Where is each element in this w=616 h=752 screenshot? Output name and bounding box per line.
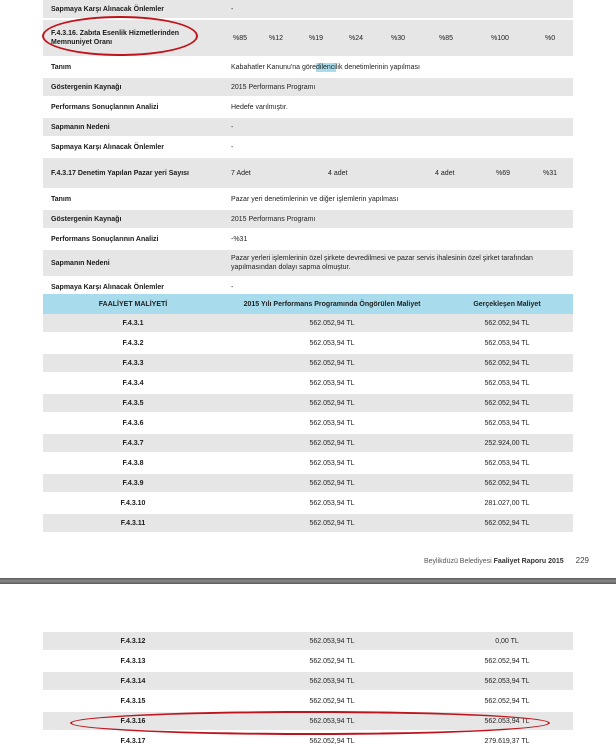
row-value: - bbox=[231, 143, 234, 151]
row-label: Sapmaya Karşı Alınacak Önlemler bbox=[51, 283, 164, 291]
planned-cost: 562.053,94 TL bbox=[309, 677, 355, 685]
table-row bbox=[43, 314, 573, 332]
deviation-reason-line1: Pazar yerleri işlemlerinin özel şirkete devredilmesi ve pazar servis ihalesinin özel şirket tarafından bbox=[231, 255, 533, 262]
table-row bbox=[43, 474, 573, 492]
row-value bbox=[231, 58, 420, 76]
activity-cost-table bbox=[43, 294, 573, 534]
table-row bbox=[43, 138, 573, 156]
activity-code: F.4.3.11 bbox=[120, 519, 146, 527]
activity-code: F.4.3.12 bbox=[120, 637, 146, 645]
planned-cost: 562.052,94 TL bbox=[309, 657, 355, 665]
indicator-value: 7 Adet bbox=[231, 169, 251, 177]
planned-cost: 562.053,94 TL bbox=[309, 379, 355, 387]
indicator-value: %12 bbox=[269, 34, 284, 42]
row-value: - bbox=[231, 123, 234, 131]
table-row bbox=[43, 494, 573, 512]
indicator-name bbox=[51, 20, 179, 56]
planned-cost: 562.052,94 TL bbox=[309, 439, 355, 447]
table-row bbox=[43, 118, 573, 136]
table-row bbox=[43, 98, 573, 116]
activity-code: F.4.3.10 bbox=[120, 499, 146, 507]
actual-cost: 562.053,94 TL bbox=[484, 419, 530, 427]
table-row bbox=[43, 632, 573, 650]
planned-cost: 562.053,94 TL bbox=[309, 459, 355, 467]
row-value: -%31 bbox=[231, 235, 248, 243]
indicator-value: %24 bbox=[349, 34, 364, 42]
planned-cost: 562.053,94 TL bbox=[309, 499, 355, 507]
row-value bbox=[231, 250, 533, 276]
actual-cost: 562.053,94 TL bbox=[484, 459, 530, 467]
table-row bbox=[43, 514, 573, 532]
row-value: Pazar yeri denetimlerinin ve diğer işlemlerin yapılması bbox=[231, 195, 399, 203]
activity-code: F.4.3.14 bbox=[120, 677, 146, 685]
table-row bbox=[43, 250, 573, 276]
indicator-row-f4317 bbox=[43, 158, 573, 188]
actual-cost: 562.052,94 TL bbox=[484, 657, 530, 665]
page-footer bbox=[424, 556, 589, 565]
indicator-value: %19 bbox=[309, 34, 324, 42]
activity-code: F.4.3.17 bbox=[120, 737, 146, 745]
indicator-name: F.4.3.17 Denetim Yapılan Pazar yeri Sayısı bbox=[51, 169, 190, 177]
table-row bbox=[43, 434, 573, 452]
activity-code: F.4.3.1 bbox=[122, 319, 144, 327]
row-label: Tanım bbox=[51, 63, 72, 71]
indicator-value: %69 bbox=[496, 169, 511, 177]
actual-cost: 0,00 TL bbox=[495, 637, 519, 645]
indicator-value: %30 bbox=[391, 34, 406, 42]
table-row bbox=[43, 394, 573, 412]
definition-text: Kabahatler Kanunu'na göre bbox=[231, 63, 317, 71]
planned-cost: 562.052,94 TL bbox=[309, 359, 355, 367]
actual-cost: 281.027,00 TL bbox=[484, 499, 530, 507]
header-actual-cost: Gerçekleşen Maliyet bbox=[473, 300, 541, 308]
performance-indicator-table bbox=[43, 0, 573, 296]
indicator-value: %100 bbox=[491, 34, 509, 42]
planned-cost: 562.052,94 TL bbox=[309, 737, 355, 745]
activity-code: F.4.3.4 bbox=[122, 379, 144, 387]
page-number: 229 bbox=[575, 556, 589, 565]
table-row bbox=[43, 454, 573, 472]
activity-code: F.4.3.9 bbox=[122, 479, 144, 487]
table-row bbox=[43, 0, 573, 18]
table-row bbox=[43, 230, 573, 248]
table-row bbox=[43, 190, 573, 208]
activity-code: F.4.3.8 bbox=[122, 459, 144, 467]
planned-cost: 562.052,94 TL bbox=[309, 479, 355, 487]
table-row bbox=[43, 712, 573, 730]
deviation-reason-line2: yapılmasından dolayı sapma olmuştur. bbox=[231, 264, 351, 271]
table-row bbox=[43, 414, 573, 432]
indicator-value: %31 bbox=[543, 169, 558, 177]
actual-cost: 562.052,94 TL bbox=[484, 519, 530, 527]
indicator-name-line1: F.4.3.16. Zabıta Esenlik Hizmetlerinden bbox=[51, 30, 179, 37]
table-row bbox=[43, 652, 573, 670]
cost-table-header bbox=[43, 294, 573, 314]
planned-cost: 562.053,94 TL bbox=[309, 419, 355, 427]
actual-cost: 562.053,94 TL bbox=[484, 339, 530, 347]
footer-org: Beylikdüzü Belediyesi bbox=[424, 558, 492, 565]
planned-cost: 562.053,94 TL bbox=[309, 637, 355, 645]
planned-cost: 562.053,94 TL bbox=[309, 339, 355, 347]
table-row bbox=[43, 672, 573, 690]
indicator-value: 4 adet bbox=[328, 169, 348, 177]
actual-cost: 562.052,94 TL bbox=[484, 479, 530, 487]
highlighted-word: dilenci bbox=[316, 63, 336, 71]
indicator-value: %85 bbox=[439, 34, 454, 42]
activity-code: F.4.3.6 bbox=[122, 419, 144, 427]
definition-text: lik denetimlerinin yapılması bbox=[335, 63, 420, 71]
actual-cost: 562.052,94 TL bbox=[484, 319, 530, 327]
footer-report: Faaliyet Raporu 2015 bbox=[493, 558, 564, 565]
activity-code: F.4.3.2 bbox=[122, 339, 144, 347]
table-row bbox=[43, 692, 573, 710]
activity-code: F.4.3.13 bbox=[120, 657, 146, 665]
table-row bbox=[43, 354, 573, 372]
actual-cost: 252.924,00 TL bbox=[484, 439, 530, 447]
header-activity-cost: FAALİYET MALİYETİ bbox=[98, 300, 168, 308]
page-divider bbox=[0, 578, 616, 584]
table-row bbox=[43, 78, 573, 96]
table-row bbox=[43, 334, 573, 352]
planned-cost: 562.052,94 TL bbox=[309, 697, 355, 705]
indicator-name-line2: Memnuniyet Oranı bbox=[51, 39, 113, 46]
activity-code: F.4.3.3 bbox=[122, 359, 144, 367]
activity-code: F.4.3.15 bbox=[120, 697, 146, 705]
row-value: - bbox=[231, 283, 234, 291]
actual-cost: 562.053,94 TL bbox=[484, 379, 530, 387]
actual-cost: 562.053,94 TL bbox=[484, 717, 530, 725]
table-row bbox=[43, 732, 573, 750]
row-label: Göstergenin Kaynağı bbox=[51, 83, 122, 91]
row-label: Sapmanın Nedeni bbox=[51, 123, 110, 131]
row-label: Sapmanın Nedeni bbox=[51, 259, 110, 267]
row-value: Hedefe varılmıştır. bbox=[231, 103, 288, 111]
actual-cost: 562.052,94 TL bbox=[484, 399, 530, 407]
planned-cost: 562.053,94 TL bbox=[309, 717, 355, 725]
indicator-row-f4316 bbox=[43, 20, 573, 56]
row-value: - bbox=[231, 5, 234, 13]
actual-cost: 279.619,37 TL bbox=[484, 737, 530, 745]
row-label: Göstergenin Kaynağı bbox=[51, 215, 122, 223]
planned-cost: 562.052,94 TL bbox=[309, 319, 355, 327]
activity-code: F.4.3.5 bbox=[122, 399, 144, 407]
row-label: Tanım bbox=[51, 195, 72, 203]
actual-cost: 562.052,94 TL bbox=[484, 359, 530, 367]
header-planned-cost: 2015 Yılı Performans Programında Öngörülen Maliyet bbox=[243, 300, 421, 308]
row-value: 2015 Performans Programı bbox=[231, 215, 316, 223]
activity-cost-table-continued bbox=[43, 632, 573, 752]
indicator-value: %0 bbox=[545, 34, 556, 42]
row-label: Sapmaya Karşı Alınacak Önlemler bbox=[51, 143, 164, 151]
row-label: Sapmaya Karşı Alınacak Önlemler bbox=[51, 5, 164, 13]
row-label: Performans Sonuçlarının Analizi bbox=[51, 235, 159, 243]
activity-code: F.4.3.16 bbox=[120, 717, 146, 725]
activity-code: F.4.3.7 bbox=[122, 439, 144, 447]
indicator-value: 4 adet bbox=[435, 169, 455, 177]
row-value: 2015 Performans Programı bbox=[231, 83, 316, 91]
actual-cost: 562.052,94 TL bbox=[484, 697, 530, 705]
planned-cost: 562.052,94 TL bbox=[309, 399, 355, 407]
indicator-value: %85 bbox=[233, 34, 248, 42]
row-label: Performans Sonuçlarının Analizi bbox=[51, 103, 159, 111]
table-row bbox=[43, 374, 573, 392]
table-row bbox=[43, 210, 573, 228]
table-row bbox=[43, 58, 573, 76]
actual-cost: 562.053,94 TL bbox=[484, 677, 530, 685]
planned-cost: 562.052,94 TL bbox=[309, 519, 355, 527]
